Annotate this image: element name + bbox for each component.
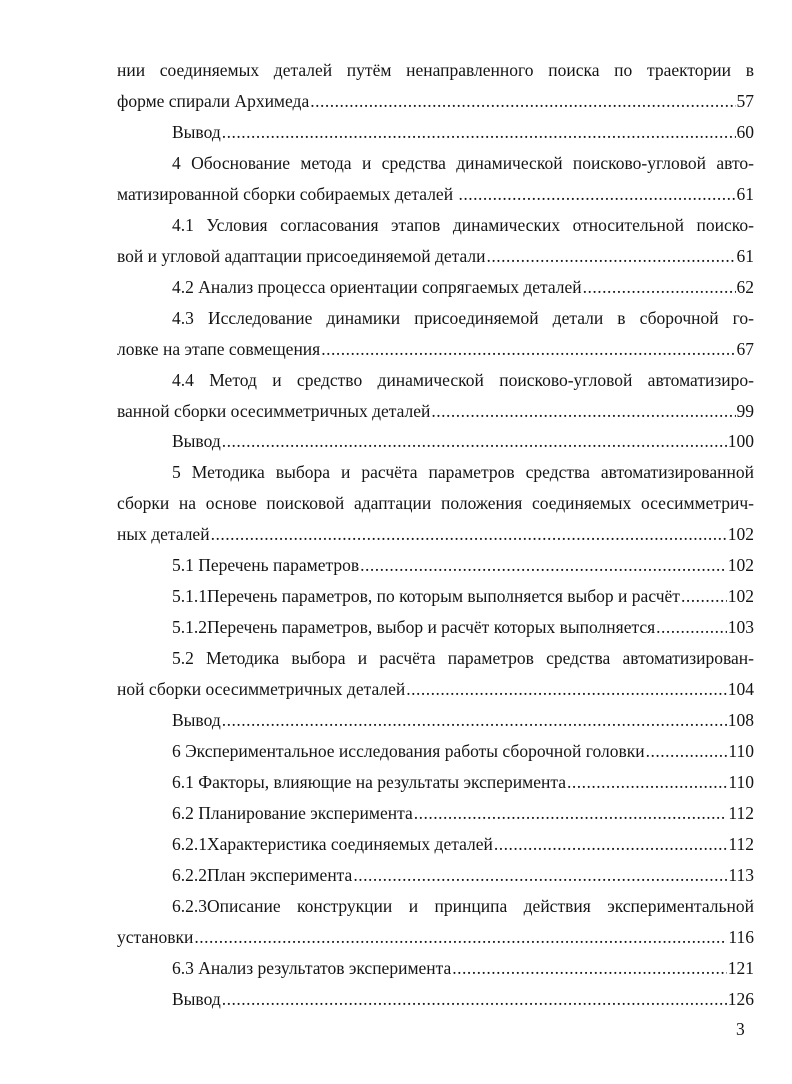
- toc-entry: [172, 709, 754, 731]
- toc-entry-page: 99: [736, 401, 754, 421]
- toc-entry: [117, 338, 754, 360]
- toc-entry-page: 60: [736, 122, 754, 142]
- dot-leader: [487, 245, 736, 267]
- toc-entry: [172, 740, 754, 762]
- dot-leader: [452, 957, 726, 979]
- page-number: 3: [736, 1019, 745, 1039]
- toc-entry-title: 6.2.2План эксперимента: [172, 865, 353, 885]
- toc-entry-page: 108: [727, 710, 754, 730]
- toc-entry-page: 57: [736, 91, 754, 111]
- dot-leader: [656, 616, 727, 638]
- toc-entry-title: Вывод: [172, 989, 221, 1009]
- toc-entry-page: 62: [736, 277, 754, 297]
- toc-entry-page: 121: [727, 958, 754, 978]
- toc-entry-title: 5.1 Перечень параметров: [172, 555, 360, 575]
- toc-entry: [117, 926, 754, 948]
- toc-entry: [172, 616, 754, 638]
- toc-entry-line: 6.2.3Описание конструкции и принципа действия экспериментальной: [172, 896, 754, 916]
- toc-entry-line: 5 Методика выбора и расчёта параметров средства автоматизированной: [172, 462, 754, 482]
- toc-entry-title: Вывод: [172, 710, 221, 730]
- toc-entry-title: форме спирали Архимеда: [117, 91, 310, 111]
- toc-entry-title: Вывод: [172, 122, 221, 142]
- toc-entry: [172, 864, 754, 886]
- toc-entry: [172, 430, 754, 452]
- toc-entry: [117, 183, 754, 205]
- toc-entry-title: 6.1 Факторы, влияющие на результаты эксперимента: [172, 772, 566, 792]
- toc-entry-title: 6.2 Планирование эксперимента: [172, 803, 413, 823]
- dot-leader: [583, 276, 736, 298]
- toc-entry: [172, 585, 754, 607]
- toc-entry-page: 104: [727, 679, 754, 699]
- dot-leader: [222, 709, 727, 731]
- toc-entry-title: 6 Экспериментальное исследования работы сборочной головки: [172, 741, 645, 761]
- dot-leader: [222, 430, 727, 452]
- toc-entry-page: 110: [728, 772, 754, 792]
- toc-entry-page: 113: [728, 865, 754, 885]
- toc-entry: [172, 276, 754, 298]
- dot-leader: [360, 554, 727, 576]
- dot-leader: [494, 833, 728, 855]
- toc-entry-page: 67: [736, 339, 754, 359]
- dot-leader: [681, 585, 727, 607]
- toc-entry: [172, 988, 754, 1010]
- dot-leader: [431, 400, 735, 422]
- toc-entry: [117, 90, 754, 112]
- toc-entry-page: 102: [727, 586, 754, 606]
- dot-leader: [406, 678, 727, 700]
- toc-entry-title: матизированной сборки собираемых деталей: [117, 184, 458, 204]
- toc-entry-title: ных деталей: [117, 524, 210, 544]
- toc-entry-page: 126: [727, 989, 754, 1009]
- toc-entry-page: 110: [728, 741, 754, 761]
- toc-entry-title: ванной сборки осесимметричных деталей: [117, 401, 431, 421]
- toc-entry: [117, 245, 754, 267]
- dot-leader: [211, 523, 727, 545]
- dot-leader: [353, 864, 727, 886]
- toc-entry-page: 112: [728, 803, 754, 823]
- toc-entry: [172, 957, 754, 979]
- toc-entry: [117, 678, 754, 700]
- toc-entry-title: ной сборки осесимметричных деталей: [117, 679, 406, 699]
- toc-entry: [172, 771, 754, 793]
- dot-leader: [321, 338, 735, 360]
- toc-entry-line: 4.3 Исследование динамики присоединяемой детали в сборочной го-: [172, 308, 754, 328]
- dot-leader: [222, 988, 727, 1010]
- dot-leader: [458, 183, 735, 205]
- toc-entry-line: сборки на основе поисковой адаптации положения соединяемых осесимметрич-: [117, 493, 754, 513]
- toc-entry-page: 61: [736, 184, 754, 204]
- toc-entry-page: 103: [727, 617, 754, 637]
- dot-leader: [567, 771, 727, 793]
- toc-entry-title: 5.1.2Перечень параметров, выбор и расчёт которых выполняется: [172, 617, 656, 637]
- toc-entry-title: 6.3 Анализ результатов эксперимента: [172, 958, 452, 978]
- toc-entry-page: 102: [727, 555, 754, 575]
- toc-entry-line: 4.4 Метод и средство динамической поисково-угловой автоматизиро-: [172, 370, 754, 390]
- toc-entry: [172, 554, 754, 576]
- dot-leader: [222, 121, 736, 143]
- toc-entry-line: нии соединяемых деталей путём ненаправленного поиска по траектории в: [117, 60, 754, 80]
- toc-entry-line: 4.1 Условия согласования этапов динамических относительной поиско-: [172, 215, 754, 235]
- toc-entry-title: ловке на этапе совмещения: [117, 339, 321, 359]
- toc-entry-title: 4.2 Анализ процесса ориентации сопрягаемых деталей: [172, 277, 582, 297]
- toc-entry-title: установки: [117, 927, 194, 947]
- toc-entry-page: 100: [727, 431, 754, 451]
- toc-entry: [172, 121, 754, 143]
- toc-entry: [117, 523, 754, 545]
- dot-leader: [414, 802, 728, 824]
- toc-entry: [172, 833, 754, 855]
- toc-entry-page: 116: [728, 927, 754, 947]
- toc-entry: [172, 802, 754, 824]
- toc-entry-page: 102: [727, 524, 754, 544]
- dot-leader: [646, 740, 728, 762]
- toc-entry-page: 61: [736, 246, 754, 266]
- toc-entry-title: 6.2.1Характеристика соединяемых деталей: [172, 834, 493, 854]
- toc-entry-line: 5.2 Методика выбора и расчёта параметров средства автоматизирован-: [172, 648, 754, 668]
- toc-entry-page: 112: [728, 834, 754, 854]
- toc-entry-title: 5.1.1Перечень параметров, по которым выполняется выбор и расчёт: [172, 586, 680, 606]
- toc-entry-title: вой и угловой адаптации присоединяемой детали: [117, 246, 486, 266]
- dot-leader: [310, 90, 735, 112]
- toc-entry: [117, 400, 754, 422]
- toc-entry-title: Вывод: [172, 431, 221, 451]
- toc-entry-line: 4 Обоснование метода и средства динамической поисково-угловой авто-: [172, 153, 754, 173]
- dot-leader: [194, 926, 727, 948]
